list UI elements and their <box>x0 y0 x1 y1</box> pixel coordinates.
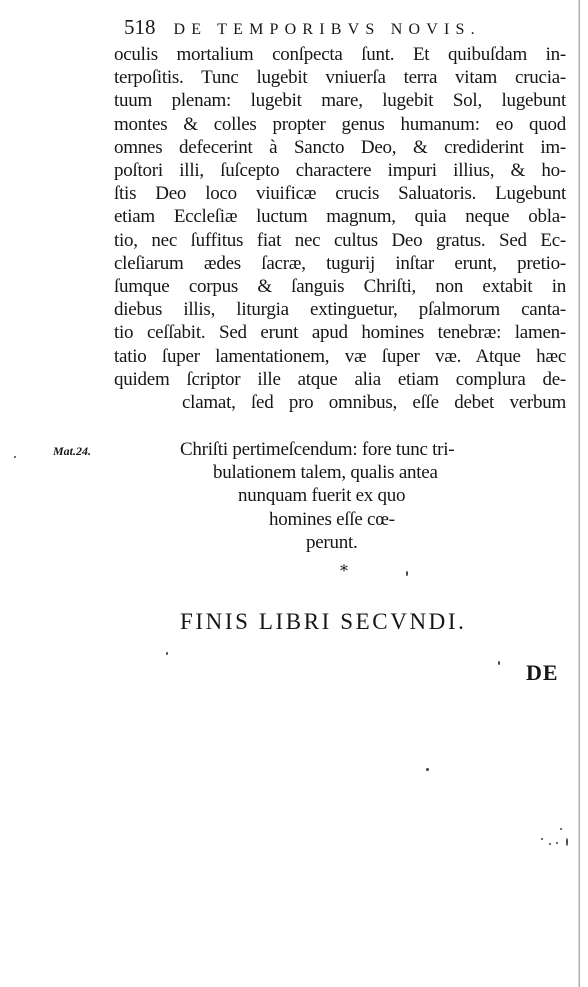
ink-speck <box>549 843 551 845</box>
text-line: tio, nec ſuffitus fiat nec cultus Deo gratus. Sed Ec- <box>114 229 566 251</box>
body-text <box>114 43 566 414</box>
text-line: omnes defecerint à Sancto Deo, & crediderint im- <box>114 136 566 158</box>
page-number: 518 <box>124 15 156 39</box>
taper-line: perunt. <box>306 531 358 553</box>
text-line: etiam Eccleſiæ luctum magnum, quia neque obla- <box>114 206 566 228</box>
ink-speck <box>166 652 168 655</box>
text-line: ſumque corpus & ſanguis Chriſti, non extabit in <box>114 276 566 298</box>
ink-speck <box>560 828 562 830</box>
text-line: tio ceſſabit. Sed erunt apud homines tenebræ: lamen- <box>114 322 566 344</box>
taper-line: homines eſſe cœ- <box>269 508 395 530</box>
ink-speck <box>14 456 16 458</box>
running-head <box>124 12 564 45</box>
text-line: diebus illis, liturgia extinguetur, pſalmorum canta- <box>114 299 566 321</box>
ink-speck <box>541 838 543 840</box>
text-line: tatio ſuper lamentationem, væ ſuper væ. Atque hæc <box>114 345 566 367</box>
ink-speck <box>426 768 429 771</box>
text-line: oculis mortalium conſpecta ſunt. Et quibuſdam in- <box>114 44 566 65</box>
book-end-heading: FINIS LIBRI SECVNDI. <box>180 609 467 634</box>
text-line: cleſiarum ædes ſacræ, tugurij inſtar erunt, pretio- <box>114 252 566 274</box>
text-line: ſtis Deo loco viuificæ crucis Saluatoris. Lugebunt <box>114 183 566 205</box>
catchword: DE <box>526 660 559 685</box>
ink-speck <box>556 842 558 844</box>
ink-speck <box>406 571 408 576</box>
taper-line: bulationem talem, qualis antea <box>213 462 438 484</box>
text-line: montes & colles propter genus humanum: eo quod <box>114 113 566 135</box>
text-line: terpoſitis. Tunc lugebit vniuerſa terra vitam crucia- <box>114 67 566 89</box>
text-line: clamat, ſed pro omnibus, eſſe debet verbum <box>182 392 566 414</box>
marginal-reference: Mat.24. <box>53 444 92 458</box>
asterisk-ornament-icon: ⁎ <box>340 558 348 575</box>
taper-line: nunquam fuerit ex quo <box>238 485 406 507</box>
ink-speck <box>566 838 568 846</box>
running-title: DE TEMPORIBVS NOVIS. <box>173 21 481 38</box>
taper-line: Chriſti pertimeſcendum: fore tunc tri- <box>180 439 455 460</box>
text-line: quidem ſcriptor ille atque alia etiam complura de- <box>114 368 566 390</box>
text-line: tuum plenam: lugebit mare, lugebit Sol, lugebunt <box>114 90 566 112</box>
tapered-conclusion <box>114 438 566 554</box>
ink-speck <box>498 661 500 665</box>
text-line: poſtori illi, ſuſcepto charactere impuri illius, & ho- <box>114 160 566 182</box>
